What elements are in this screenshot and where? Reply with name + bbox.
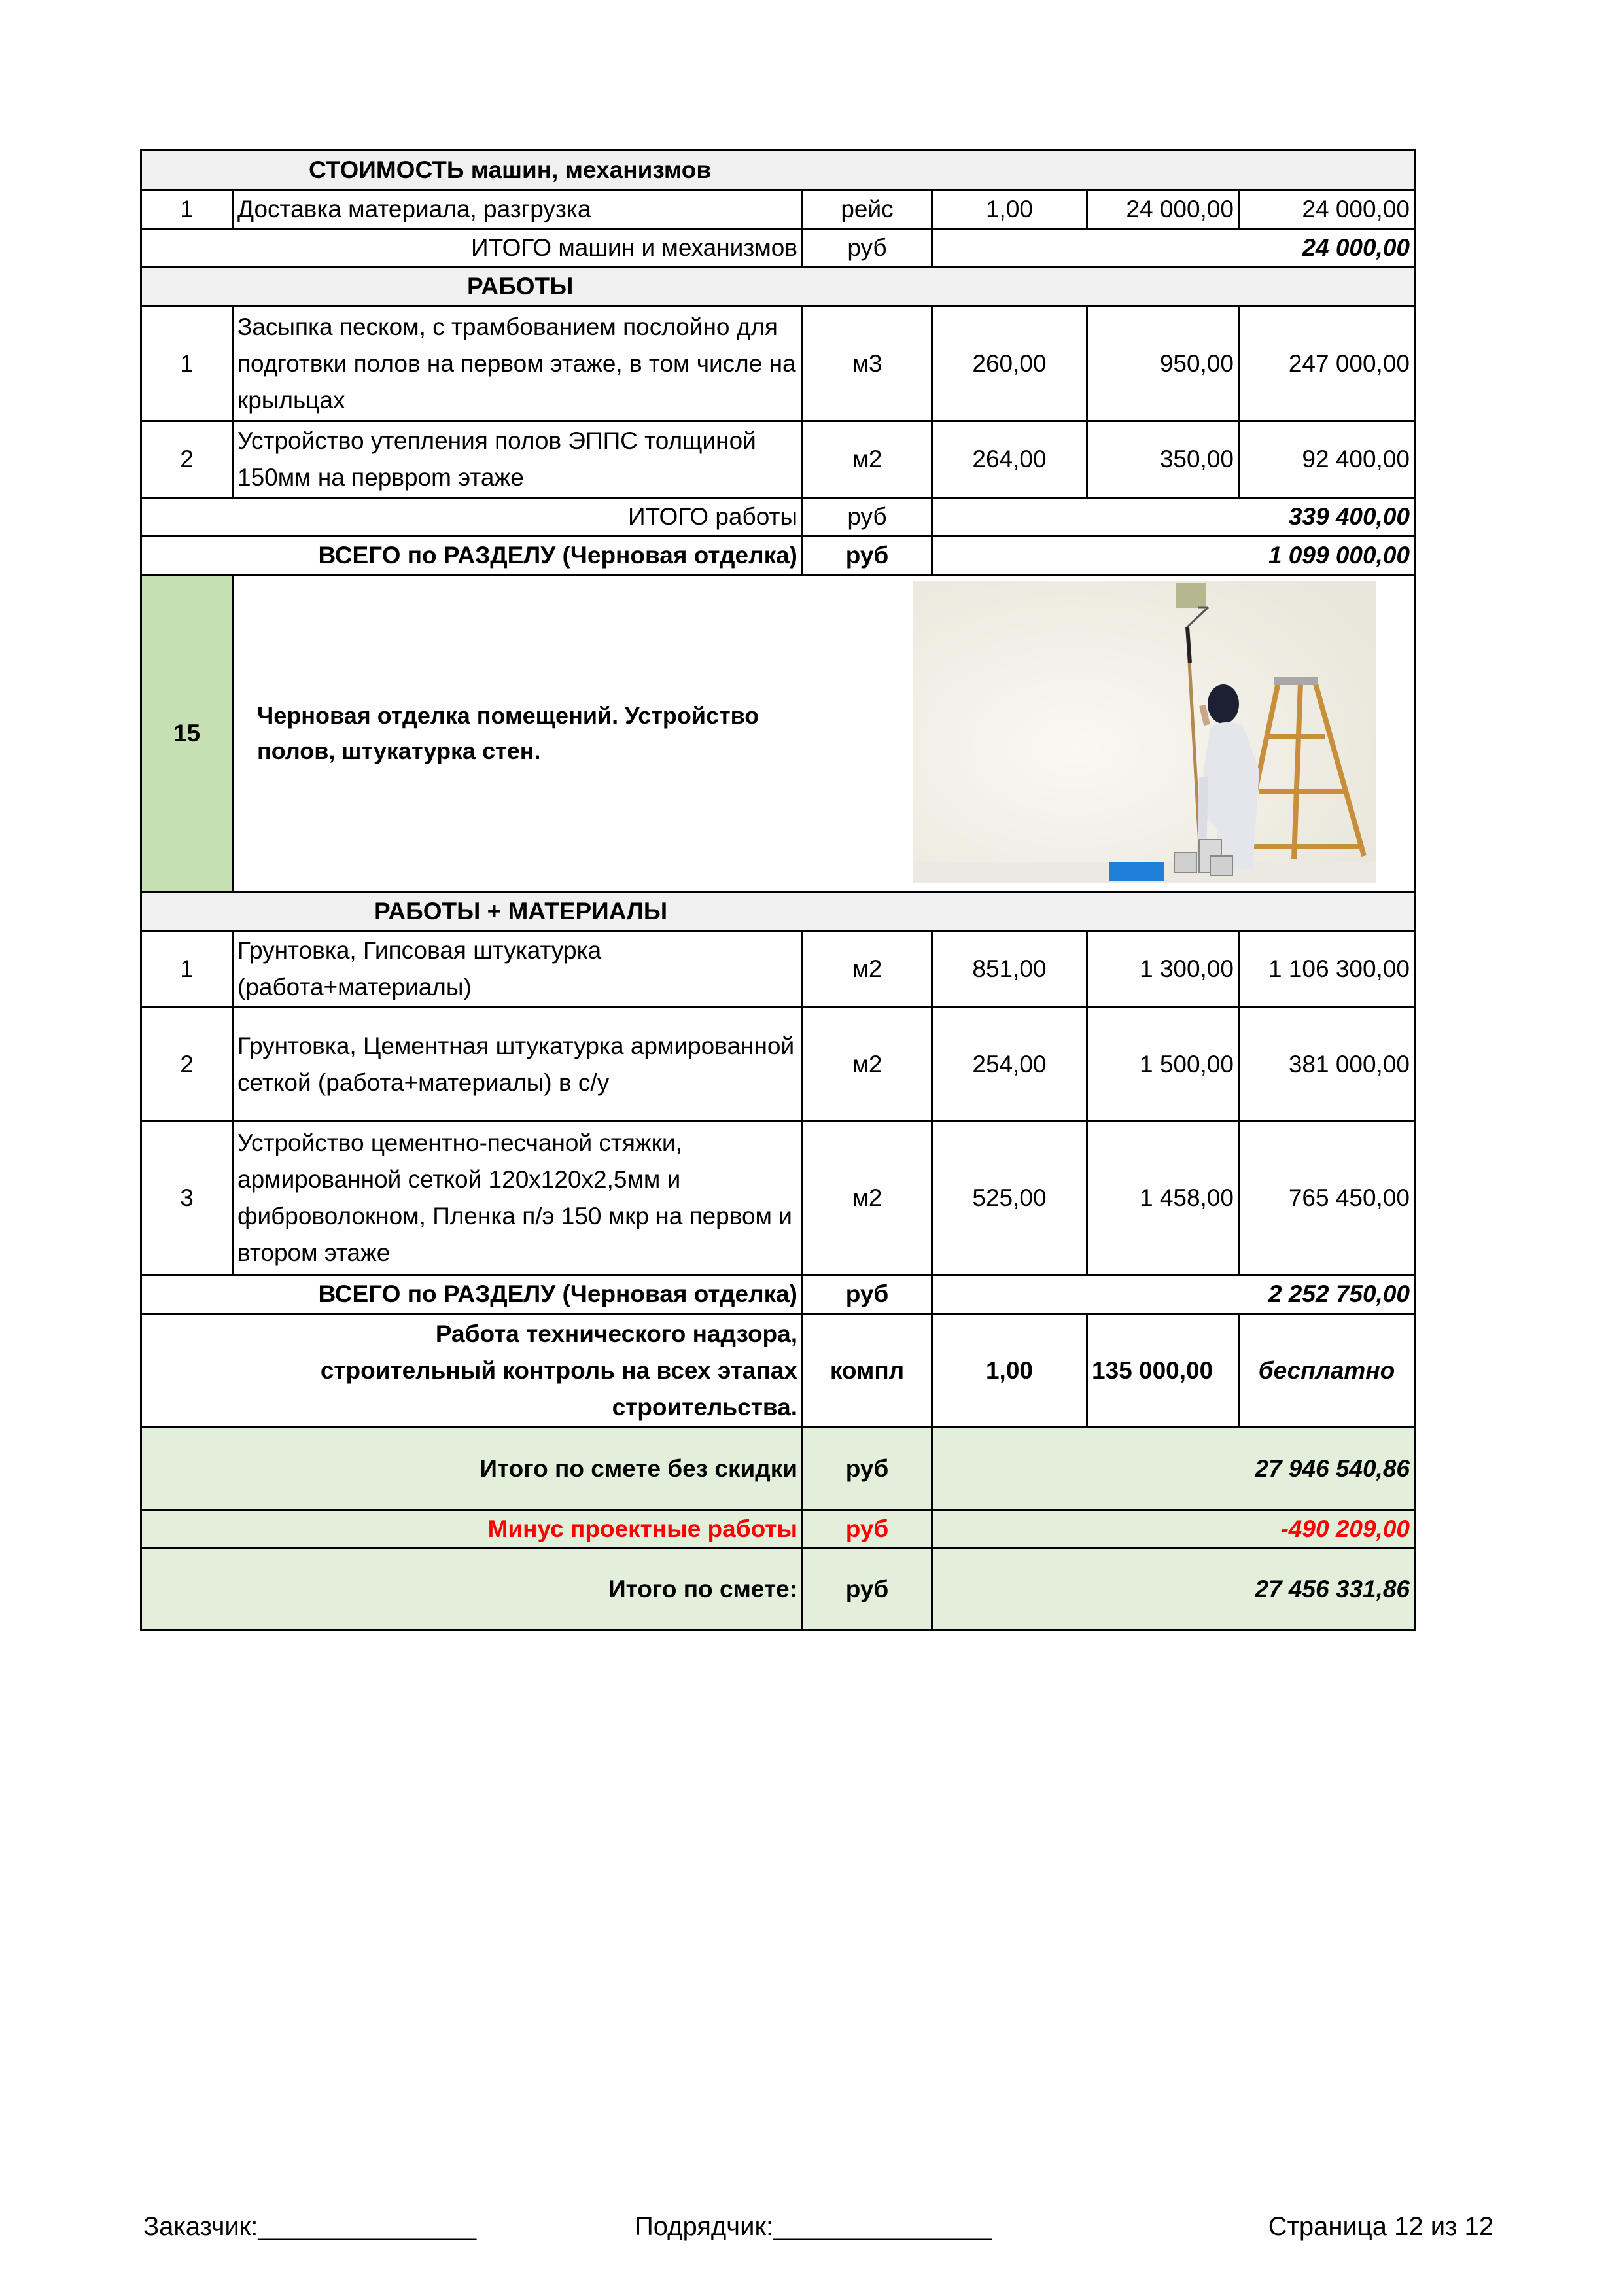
row-number: 1 bbox=[141, 306, 233, 421]
subtotal-row bbox=[141, 229, 1415, 268]
section-total-unit: руб bbox=[803, 1275, 932, 1314]
row-unit: м2 bbox=[803, 1122, 932, 1275]
footer-contractor: Подрядчик:_______________ bbox=[635, 2212, 992, 2241]
row-name: Доставка материала, разгрузка bbox=[233, 190, 803, 229]
footer-customer: Заказчик:_______________ bbox=[143, 2212, 477, 2241]
subtotal-unit: руб bbox=[803, 498, 932, 537]
subtotal-label: ИТОГО работы bbox=[141, 498, 803, 537]
table-row bbox=[141, 421, 1415, 498]
summary-label: Итого по смете: bbox=[141, 1549, 803, 1630]
row-unit: м2 bbox=[803, 1008, 932, 1122]
row-unit: рейс bbox=[803, 190, 932, 229]
subtotal-unit: руб bbox=[803, 229, 932, 268]
section-title: Черновая отделка помещений. Устройство полов, штукатурка стен. bbox=[257, 702, 759, 764]
section-subheader bbox=[141, 892, 1415, 931]
section-15-row bbox=[141, 575, 1415, 892]
row-total: 24 000,00 bbox=[1239, 190, 1415, 229]
subtotal-label: ИТОГО машин и механизмов bbox=[141, 229, 803, 268]
supervision-row bbox=[141, 1314, 1415, 1428]
summary-value: 27 456 331,86 bbox=[932, 1549, 1415, 1630]
section-title: СТОИМОСТЬ машин, механизмов bbox=[141, 150, 1415, 190]
summary-label: Минус проектные работы bbox=[141, 1510, 803, 1549]
row-qty: 1,00 bbox=[932, 190, 1087, 229]
table-row bbox=[141, 306, 1415, 421]
subtotal-value: 339 400,00 bbox=[932, 498, 1415, 537]
section-total-label: ВСЕГО по РАЗДЕЛУ (Черновая отделка) bbox=[141, 1275, 803, 1314]
section-total-row bbox=[141, 1275, 1415, 1314]
section-total-value: 2 252 750,00 bbox=[932, 1275, 1415, 1314]
row-name: Грунтовка, Гипсовая штукатурка (работа+материалы) bbox=[233, 931, 803, 1008]
summary-unit: руб bbox=[803, 1549, 932, 1630]
row-name: Устройство цементно-песчаной стяжки, армированной сеткой 120х120х2,5мм и фиброволокном, Пленка п/э 150 мкр на первом и втором этаже bbox=[233, 1122, 803, 1275]
estimate-table bbox=[140, 149, 1416, 1631]
summary-value: -490 209,00 bbox=[932, 1510, 1415, 1549]
row-price: 350,00 bbox=[1087, 421, 1239, 498]
row-price: 1 458,00 bbox=[1087, 1122, 1239, 1275]
summary-no-discount-row bbox=[141, 1428, 1415, 1510]
row-qty: 851,00 bbox=[932, 931, 1087, 1008]
row-qty: 254,00 bbox=[932, 1008, 1087, 1122]
row-number: 1 bbox=[141, 931, 233, 1008]
row-name: Устройство утепления полов ЭППС толщиной 150мм на перврom этаже bbox=[233, 421, 803, 498]
section-header-machines bbox=[141, 150, 1415, 190]
summary-grand-total-row bbox=[141, 1549, 1415, 1630]
row-qty: 525,00 bbox=[932, 1122, 1087, 1275]
row-name: Грунтовка, Цементная штукатурка армированной сеткой (работа+материалы) в с/у bbox=[233, 1008, 803, 1122]
section-total-row bbox=[141, 537, 1415, 575]
row-unit: м2 bbox=[803, 421, 932, 498]
summary-unit: руб bbox=[803, 1510, 932, 1549]
row-price: 1 300,00 bbox=[1087, 931, 1239, 1008]
summary-value: 27 946 540,86 bbox=[932, 1428, 1415, 1510]
section-description-cell bbox=[233, 575, 1415, 892]
section-number: 15 bbox=[141, 575, 233, 892]
painter-photo bbox=[913, 581, 1376, 883]
painter-rolling-wall-photo-icon bbox=[913, 581, 1376, 883]
row-number: 1 bbox=[141, 190, 233, 229]
row-total: 765 450,00 bbox=[1239, 1122, 1415, 1275]
row-price: 24 000,00 bbox=[1087, 190, 1239, 229]
row-unit: м3 bbox=[803, 306, 932, 421]
supervision-unit: компл bbox=[803, 1314, 932, 1428]
row-price: 1 500,00 bbox=[1087, 1008, 1239, 1122]
section-total-label: ВСЕГО по РАЗДЕЛУ (Черновая отделка) bbox=[141, 537, 803, 575]
row-qty: 260,00 bbox=[932, 306, 1087, 421]
supervision-total: бесплатно bbox=[1239, 1314, 1415, 1428]
row-name: Засыпка песком, с трамбованием послойно для подготвки полов на первом этаже, в том числе на крыльцах bbox=[233, 306, 803, 421]
table-row bbox=[141, 190, 1415, 229]
supervision-label bbox=[141, 1314, 803, 1428]
subtotal-value: 24 000,00 bbox=[932, 229, 1415, 268]
section-total-value: 1 099 000,00 bbox=[932, 537, 1415, 575]
section-total-unit: руб bbox=[803, 537, 932, 575]
row-price: 950,00 bbox=[1087, 306, 1239, 421]
row-number: 2 bbox=[141, 1008, 233, 1122]
section-header-works bbox=[141, 268, 1415, 306]
summary-unit: руб bbox=[803, 1428, 932, 1510]
row-total: 247 000,00 bbox=[1239, 306, 1415, 421]
row-number: 2 bbox=[141, 421, 233, 498]
summary-label: Итого по смете без скидки bbox=[141, 1428, 803, 1510]
row-total: 92 400,00 bbox=[1239, 421, 1415, 498]
table-row bbox=[141, 931, 1415, 1008]
row-unit: м2 bbox=[803, 931, 932, 1008]
subtotal-row bbox=[141, 498, 1415, 537]
subheader-title: РАБОТЫ + МАТЕРИАЛЫ bbox=[141, 892, 1415, 931]
table-row bbox=[141, 1008, 1415, 1122]
row-total: 381 000,00 bbox=[1239, 1008, 1415, 1122]
supervision-qty: 1,00 bbox=[932, 1314, 1087, 1428]
row-total: 1 106 300,00 bbox=[1239, 931, 1415, 1008]
table-row bbox=[141, 1122, 1415, 1275]
supervision-price: 135 000,00 bbox=[1087, 1314, 1239, 1428]
section-title: РАБОТЫ bbox=[141, 268, 1415, 306]
summary-minus-design-row bbox=[141, 1510, 1415, 1549]
supervision-label-text: Работа технического надзора, строительный контроль на всех этапах строительства. bbox=[320, 1320, 797, 1421]
row-number: 3 bbox=[141, 1122, 233, 1275]
row-qty: 264,00 bbox=[932, 421, 1087, 498]
footer-page-number: Страница 12 из 12 bbox=[1268, 2212, 1493, 2241]
